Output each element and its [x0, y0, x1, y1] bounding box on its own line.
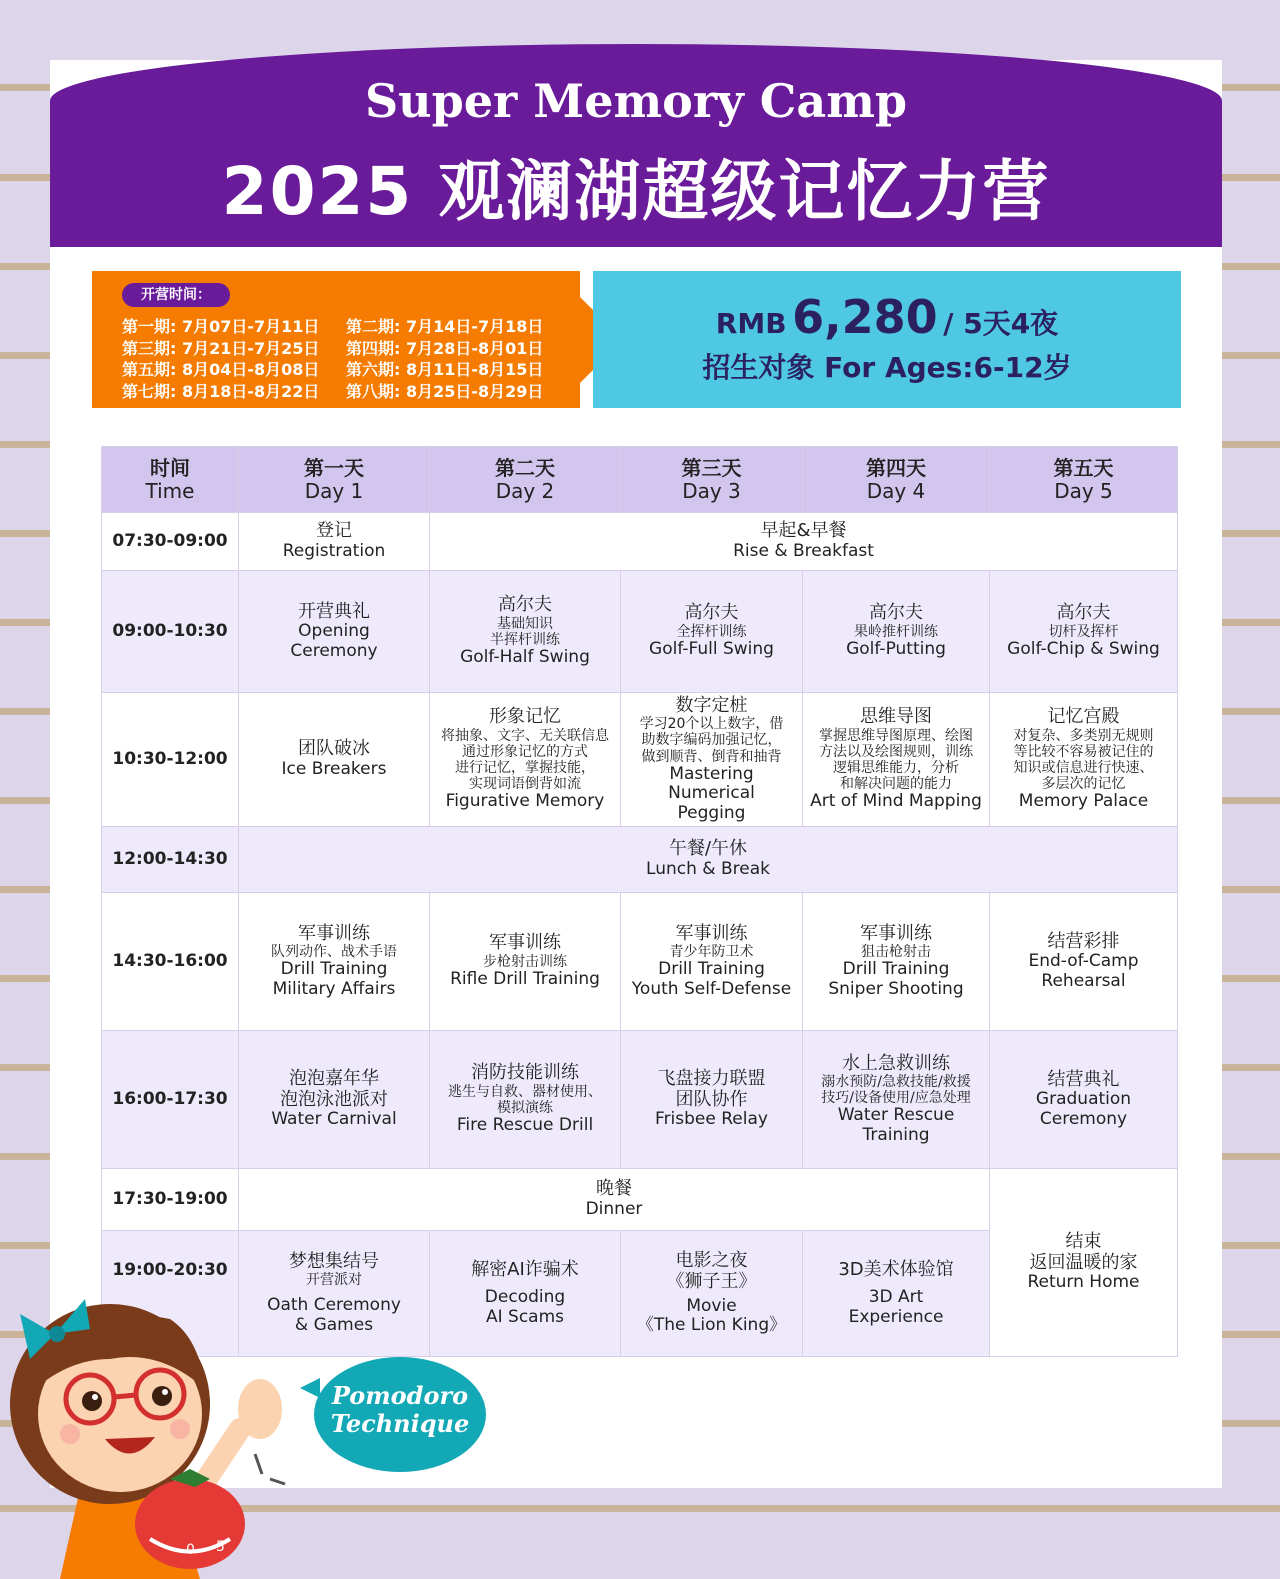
time-cell: 14:30-16:00	[102, 893, 239, 1031]
price-amount: 6,280	[792, 290, 938, 344]
activity-cell: 开营典礼 Opening Ceremony	[239, 571, 430, 693]
activity-cell: 3D美术体验馆 3D Art Experience	[803, 1231, 990, 1357]
activity-cell: 团队破冰 Ice Breakers	[239, 693, 430, 827]
time-cell: 12:00-14:30	[102, 827, 239, 893]
activity-cell: 军事训练 步枪射击训练 Rifle Drill Training	[430, 893, 621, 1031]
activity-cell: 结束 返回温暖的家 Return Home	[990, 1169, 1178, 1357]
activity-cell: 高尔夫 切杆及挥杆 Golf-Chip & Swing	[990, 571, 1178, 693]
session-date: 第八期: 8月25日-8月29日	[346, 382, 544, 401]
svg-text:0: 0	[186, 1542, 195, 1558]
activity-cell: 早起&早餐 Rise & Breakfast	[430, 513, 1178, 571]
activity-cell: 形象记忆 将抽象、文字、无关联信息 通过形象记忆的方式 进行记忆，掌握技能， 实现词语倒背如流 Figurative Memory	[430, 693, 621, 827]
table-row	[102, 1169, 1178, 1231]
time-cell: 17:30-19:00	[102, 1169, 239, 1231]
svg-text:5: 5	[216, 1539, 225, 1555]
activity-cell: 军事训练 队列动作、战术手语 Drill Training Military Affairs	[239, 893, 430, 1031]
header-cell: 第二天 Day 2	[430, 447, 621, 513]
activity-cell: 高尔夫 果岭推杆训练 Golf-Putting	[803, 571, 990, 693]
title-chinese: 2025 观澜湖超级记忆力营	[221, 153, 1051, 230]
table-header-row	[102, 447, 1178, 513]
activity-cell: 记忆宫殿 对复杂、多类别无规则 等比较不容易被记住的 知识或信息进行快速、 多层次的记忆 Memory Palace	[990, 693, 1178, 827]
activity-cell: 数字定桩 学习20个以上数字，借 助数字编码加强记忆， 做到顺背、倒背和抽背 Mastering Numerical Pegging	[621, 693, 803, 827]
activity-cell: 水上急救训练 溺水预防/急救技能/救援 技巧/设备使用/应急处理 Water Rescue Training	[803, 1031, 990, 1169]
speech-bubble-text	[314, 1382, 486, 1437]
table-row	[102, 693, 1178, 827]
activity-cell: 消防技能训练 逃生与自救、器材使用、 模拟演练 Fire Rescue Drill	[430, 1031, 621, 1169]
session-date: 第一期: 7月07日-7月11日	[122, 317, 320, 336]
table-row	[102, 827, 1178, 893]
activity-cell: 思维导图 掌握思维导图原理、绘图 方法以及绘图规则，训练 逻辑思维能力，分析 和解决问题的能力 Art of Mind Mapping	[803, 693, 990, 827]
age-range: 招生对象 For Ages:6-12岁	[702, 351, 1072, 384]
activity-cell: 梦想集结号 开营派对 Oath Ceremony & Games	[239, 1231, 430, 1357]
activity-cell: 解密AI诈骗术 Decoding AI Scams	[430, 1231, 621, 1357]
title-english: Super Memory Camp	[364, 74, 908, 128]
girl-mascot-illustration	[0, 1279, 320, 1579]
price-currency: RMB	[715, 307, 787, 340]
time-cell: 19:00-20:30	[102, 1231, 239, 1357]
bubble-line: Technique	[330, 1408, 470, 1438]
session-date: 第七期: 8月18日-8月22日	[122, 382, 320, 401]
activity-cell: 晚餐 Dinner	[239, 1169, 990, 1231]
session-date: 第四期: 7月28日-8月01日	[346, 339, 544, 358]
table-row	[102, 513, 1178, 571]
activity-cell: 午餐/午休 Lunch & Break	[239, 827, 1178, 893]
time-cell: 07:30-09:00	[102, 513, 239, 571]
session-date: 第二期: 7月14日-7月18日	[346, 317, 544, 336]
activity-cell: 电影之夜 《狮子王》 Movie 《The Lion King》	[621, 1231, 803, 1357]
activity-cell: 泡泡嘉年华 泡泡泳池派对 Water Carnival	[239, 1031, 430, 1169]
time-cell: 10:30-12:00	[102, 693, 239, 827]
table-row	[102, 1031, 1178, 1169]
activity-cell: 飞盘接力联盟 团队协作 Frisbee Relay	[621, 1031, 803, 1169]
session-date: 第三期: 7月21日-7月25日	[122, 339, 320, 358]
activity-cell: 军事训练 狙击枪射击 Drill Training Sniper Shooting	[803, 893, 990, 1031]
price-line	[593, 290, 1181, 344]
table-row	[102, 893, 1178, 1031]
session-date: 第六期: 8月11日-8月15日	[346, 360, 544, 379]
header-cell: 第三天 Day 3	[621, 447, 803, 513]
activity-cell: 结营彩排 End-of-Camp Rehearsal	[990, 893, 1178, 1031]
time-cell: 16:00-17:30	[102, 1031, 239, 1169]
session-label: 开营时间：	[122, 283, 230, 307]
table-row	[102, 571, 1178, 693]
header-cell: 第四天 Day 4	[803, 447, 990, 513]
header-cell: 第五天 Day 5	[990, 447, 1178, 513]
bubble-line: Pomodoro	[331, 1381, 469, 1410]
schedule-table	[101, 446, 1178, 1357]
activity-cell: 高尔夫 基础知识 半挥杆训练 Golf-Half Swing	[430, 571, 621, 693]
activity-cell: 军事训练 青少年防卫术 Drill Training Youth Self-Defense	[621, 893, 803, 1031]
time-cell: 09:00-10:30	[102, 571, 239, 693]
activity-cell: 高尔夫 全挥杆训练 Golf-Full Swing	[621, 571, 803, 693]
price-duration: / 5天4夜	[943, 307, 1059, 340]
header-cell: 时间 Time	[102, 447, 239, 513]
session-date: 第五期: 8月04日-8月08日	[122, 360, 320, 379]
activity-cell: 登记 Registration	[239, 513, 430, 571]
header-cell: 第一天 Day 1	[239, 447, 430, 513]
activity-cell: 结营典礼 Graduation Ceremony	[990, 1031, 1178, 1169]
